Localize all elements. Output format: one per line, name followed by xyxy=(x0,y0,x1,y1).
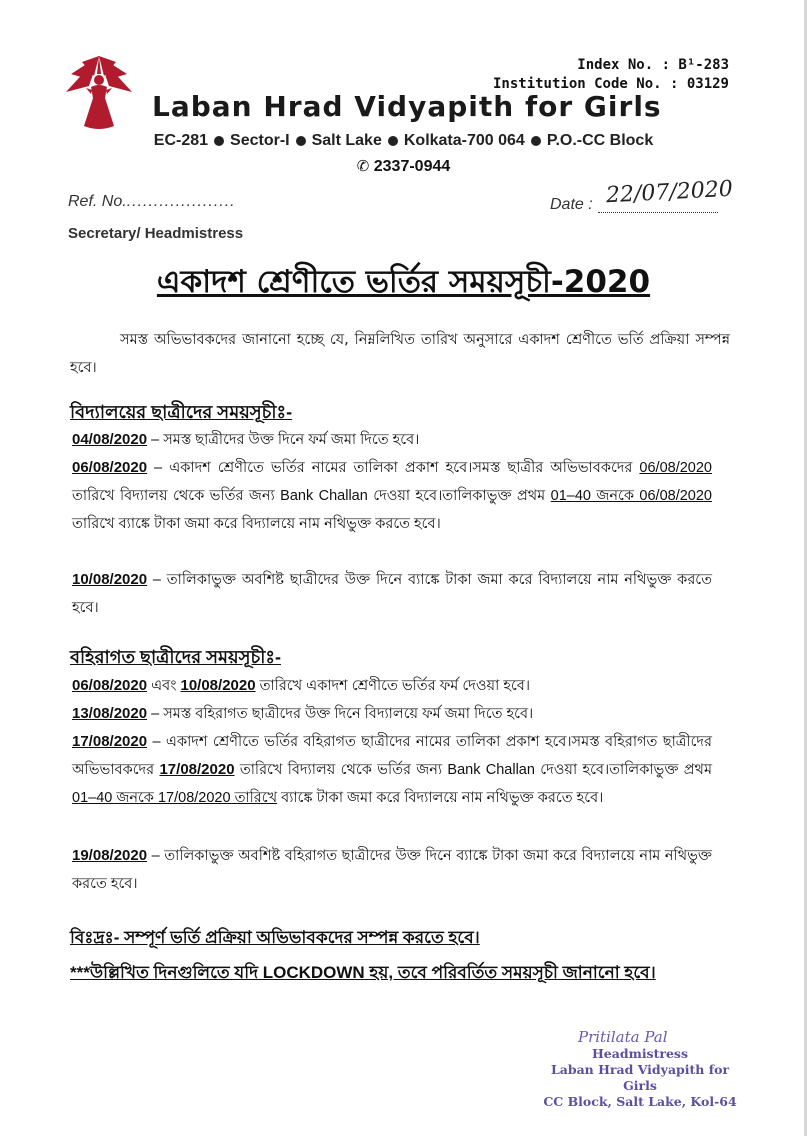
schedule-entry xyxy=(72,700,712,728)
entry-date: 13/08/2020 xyxy=(72,705,148,722)
phone-line xyxy=(0,157,807,176)
entry-date: 06/08/2020 xyxy=(72,677,148,694)
headmistress-stamp xyxy=(540,1046,740,1110)
entry-date-inline: 17/08/2020 xyxy=(159,761,235,778)
stamp-line: CC Block, Salt Lake, Kol-64 xyxy=(543,1094,737,1109)
schedule-entry xyxy=(72,566,712,622)
address-part: Sector-I xyxy=(230,132,290,149)
stamp-line: Headmistress xyxy=(591,1046,688,1061)
phone-number: 2337-0944 xyxy=(373,158,451,175)
signature: Pritilata Pal xyxy=(578,1028,668,1046)
handwritten-date: 22/07/2020 xyxy=(605,176,734,209)
schedule-entry xyxy=(72,842,712,898)
entry-date: 19/08/2020 xyxy=(72,847,148,864)
entry-text: তারিখে একাদশ শ্রেণীতে ভর্তির ফর্ম দেওয়া হবে। xyxy=(255,678,531,694)
note-lockdown: ***উল্লিখিত দিনগুলিতে যদি LOCKDOWN হয়, তবে পরিবর্তিত সময়সূচী জানানো হবে। xyxy=(70,963,656,982)
entry-date: 10/08/2020 xyxy=(180,677,256,694)
entry-date-inline: 06/08/2020 xyxy=(639,460,712,476)
index-number: Index No. : B¹-283 xyxy=(577,57,729,73)
address-part: P.O.-CC Block xyxy=(546,132,654,149)
secretary-label: Secretary/ Headmistress xyxy=(68,225,244,242)
entry-text: – তালিকাভুক্ত অবশিষ্ট বহিরাগত ছাত্রীদের উক্ত দিনে ব্যাঙ্কে টাকা জমা করে বিদ্যালয়ে নাম নথিভুক্ত করতে হবে। xyxy=(72,848,712,892)
entry-text: – একাদশ শ্রেণীতে ভর্তির নামের তালিকা প্রকাশ হবে।সমস্ত ছাত্রীর অভিভাবকদের xyxy=(147,460,640,476)
ref-number xyxy=(68,193,236,211)
address-line xyxy=(0,132,807,150)
entry-text: তারিখে বিদ্যালয় থেকে ভর্তির জন্য Bank Challan দেওয়া হবে।তালিকাভুক্ত প্রথম xyxy=(234,762,713,778)
dancer-logo-icon xyxy=(64,52,134,134)
bullet-icon xyxy=(214,136,224,146)
schedule-entry xyxy=(72,672,712,700)
entry-text: – সমস্ত বহিরাগত ছাত্রীদের উক্ত দিনে বিদ্যালয়ে ফর্ম জমা দিতে হবে। xyxy=(147,706,534,722)
schedule-entry xyxy=(72,728,712,812)
entry-text: – তালিকাভুক্ত অবশিষ্ট ছাত্রীদের উক্ত দিনে ব্যাঙ্কে টাকা জমা করে বিদ্যালয়ে নাম নথিভুক্ত করতে হবে। xyxy=(72,572,712,616)
stamp-line: Laban Hrad Vidyapith for Girls xyxy=(550,1062,730,1093)
school-students-heading: বিদ্যালয়ের ছাত্রীদের সময়সূচীঃ- xyxy=(70,402,293,422)
date-line xyxy=(598,212,718,213)
date-label: Date : xyxy=(550,196,593,213)
index-block xyxy=(493,56,729,94)
entry-text: তারিখে বিদ্যালয় থেকে ভর্তির জন্য Bank Challan দেওয়া হবে।তালিকাভুক্ত প্রথম xyxy=(72,488,551,504)
bullet-icon xyxy=(531,136,541,146)
address-part: EC-281 xyxy=(153,132,209,149)
entry-date: 17/08/2020 xyxy=(72,733,148,750)
entry-date: 10/08/2020 xyxy=(72,571,148,588)
entry-date: 06/08/2020 xyxy=(72,459,148,476)
intro-paragraph: সমস্ত অভিভাবকদের জানানো হচ্ছে যে, নিম্নলিখিত তারিখ অনুসারে একাদশ শ্রেণীতে ভর্তি প্রক্রিয়া সম্পন্ন হবে। xyxy=(70,332,730,376)
bullet-icon xyxy=(388,136,398,146)
address-part: Kolkata-700 064 xyxy=(403,132,525,149)
entry-date: 04/08/2020 xyxy=(72,431,148,448)
schedule-entry xyxy=(72,426,712,454)
phone-icon: ✆ xyxy=(356,158,370,175)
school-name: Laban Hrad Vidyapith for Girls xyxy=(152,90,662,123)
note-parents: বিঃদ্রঃ- সম্পূর্ণ ভর্তি প্রক্রিয়া অভিভাবকদের সম্পন্ন করতে হবে। xyxy=(70,928,480,947)
address-part: Salt Lake xyxy=(311,132,382,149)
entry-range: 01–40 জনকে 17/08/2020 তারিখে xyxy=(72,790,278,806)
outside-students-heading: বহিরাগত ছাত্রীদের সময়সূচীঃ- xyxy=(70,647,281,667)
schedule-entry xyxy=(72,454,712,538)
ref-dots: .................... xyxy=(126,193,236,210)
institution-code: Institution Code No. : 03129 xyxy=(492,76,729,92)
notice-title: একাদশ শ্রেণীতে ভর্তির সময়সূচী-2020 xyxy=(156,264,651,300)
entry-text: – সমস্ত ছাত্রীদের উক্ত দিনে ফর্ম জমা দিতে হবে। xyxy=(147,432,420,448)
entry-text: ব্যাঙ্কে টাকা জমা করে বিদ্যালয়ে নাম নথিভুক্ত করতে হবে। xyxy=(277,790,604,806)
ref-label: Ref. No. xyxy=(68,193,127,210)
entry-range: 01–40 জনকে 06/08/2020 xyxy=(550,488,712,504)
bullet-icon xyxy=(296,136,306,146)
entry-text: – একাদশ শ্রেণীতে ভর্তির বহিরাগত ছাত্রীদের নামের তালিকা প্রকাশ হবে।সমস্ত বহিরাগত ছাত্রীদের অভিভাবকদের xyxy=(72,734,712,778)
entry-text: এবং xyxy=(147,678,181,694)
entry-text: তারিখে ব্যাঙ্কে টাকা জমা করে বিদ্যালয়ে নাম নথিভুক্ত করতে হবে। xyxy=(72,516,441,532)
